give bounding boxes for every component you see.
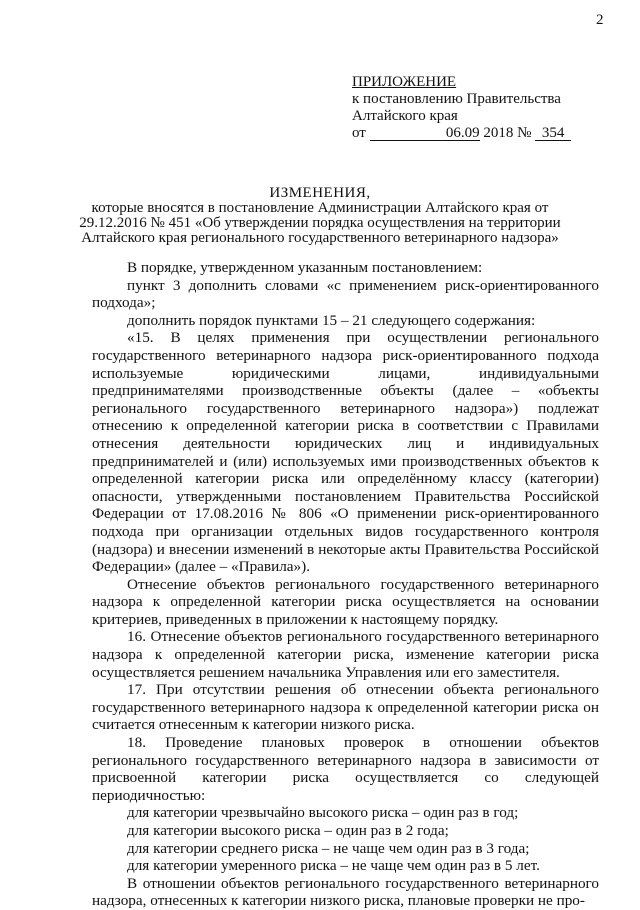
appendix-line-1: к постановлению Правительства — [352, 91, 561, 107]
document-number: 354 — [535, 126, 571, 141]
appendix-date-line — [352, 125, 571, 142]
document-body — [92, 259, 599, 910]
paragraph: 17. При отсутствии решения об отнесении объекта регионального государственного ветеринарного надзора к определенной категории риска он считается отнесенным к категории низкого риска. — [92, 681, 599, 734]
list-item: для категории среднего риска – не чаще чем один раз в 3 года; — [127, 839, 530, 857]
paragraph: 16. Отнесение объектов регионального государственного ветеринарного надзора к определенной категории риска, изменение категории риска осуществляется решением начальника Управления или его заместителя. — [92, 628, 599, 681]
page-number: 2 — [596, 12, 604, 28]
heading-title: ИЗМЕНЕНИЯ, — [269, 185, 371, 201]
heading-line-1: которые вносятся в постановление Администрации Алтайского края от — [91, 200, 549, 216]
appendix-line-2: Алтайского края — [352, 108, 458, 124]
list-item: для категории чрезвычайно высокого риска – один раз в год; — [127, 804, 519, 822]
date-value: 06.09 — [370, 126, 480, 141]
paragraph: В отношении объектов регионального государственного ветеринарного надзора, отнесенных к категории низкого риска, плановые проверки не про- — [92, 874, 599, 910]
paragraph: В порядке, утвержденном указанным постановлением: — [127, 259, 483, 276]
appendix-block — [352, 74, 571, 142]
changes-heading — [0, 186, 640, 246]
paragraph: дополнить порядок пунктами 15 – 21 следующего содержания: — [127, 311, 536, 329]
list-item: для категории умеренного риска – не чаще чем один раз в 5 лет. — [127, 857, 540, 875]
paragraph: пункт 3 дополнить словами «с применением риск-ориентированного подхода»; — [92, 276, 599, 312]
list-item: для категории высокого риска – один раз в 2 года; — [127, 822, 449, 839]
date-prefix: от — [352, 125, 366, 141]
appendix-title: ПРИЛОЖЕНИЕ — [352, 74, 457, 90]
heading-line-3: Алтайского края регионального государственного ветеринарного надзора» — [81, 230, 559, 246]
paragraph: Отнесение объектов регионального государственного ветеринарного надзора к определенной категории риска осуществляется на основании критериев, приведенных в приложении к настоящему порядку. — [92, 575, 599, 628]
paragraph: «15. В целях применения при осуществлении регионального государственного ветеринарного надзора риск-ориентированного подхода используемые юридическими лицами, индивидуальными предпринимателями производственные объекты (далее – «объекты регионального государственного ветеринарного надзора») подлежат отнесению к определенной категории риска в соответствии с Правилами отнесения деятельности юридических лиц и индивидуальных предпринимателей и (или) используемых ими производственных объектов к определенной категории риска или определённому классу (категории) опасности, утвержденными постановлением Правительства Российской Федерации от 17.08.2016 № 806 «О применении риск-ориентированного подхода при организации отдельных видов государственного контроля (надзора) и внесении изменений в некоторые акты Правительства Российской Федерации» (далее – «Правила»). — [92, 329, 599, 576]
heading-line-2: 29.12.2016 № 451 «Об утверждении порядка осуществления на территории — [79, 215, 561, 231]
paragraph: 18. Проведение плановых проверок в отношении объектов регионального государственного ветеринарного надзора в зависимости от присвоенной категории риска осуществляется со следующей периодичностью: — [92, 734, 599, 804]
year-and-number-sign: 2018 № — [483, 125, 532, 141]
